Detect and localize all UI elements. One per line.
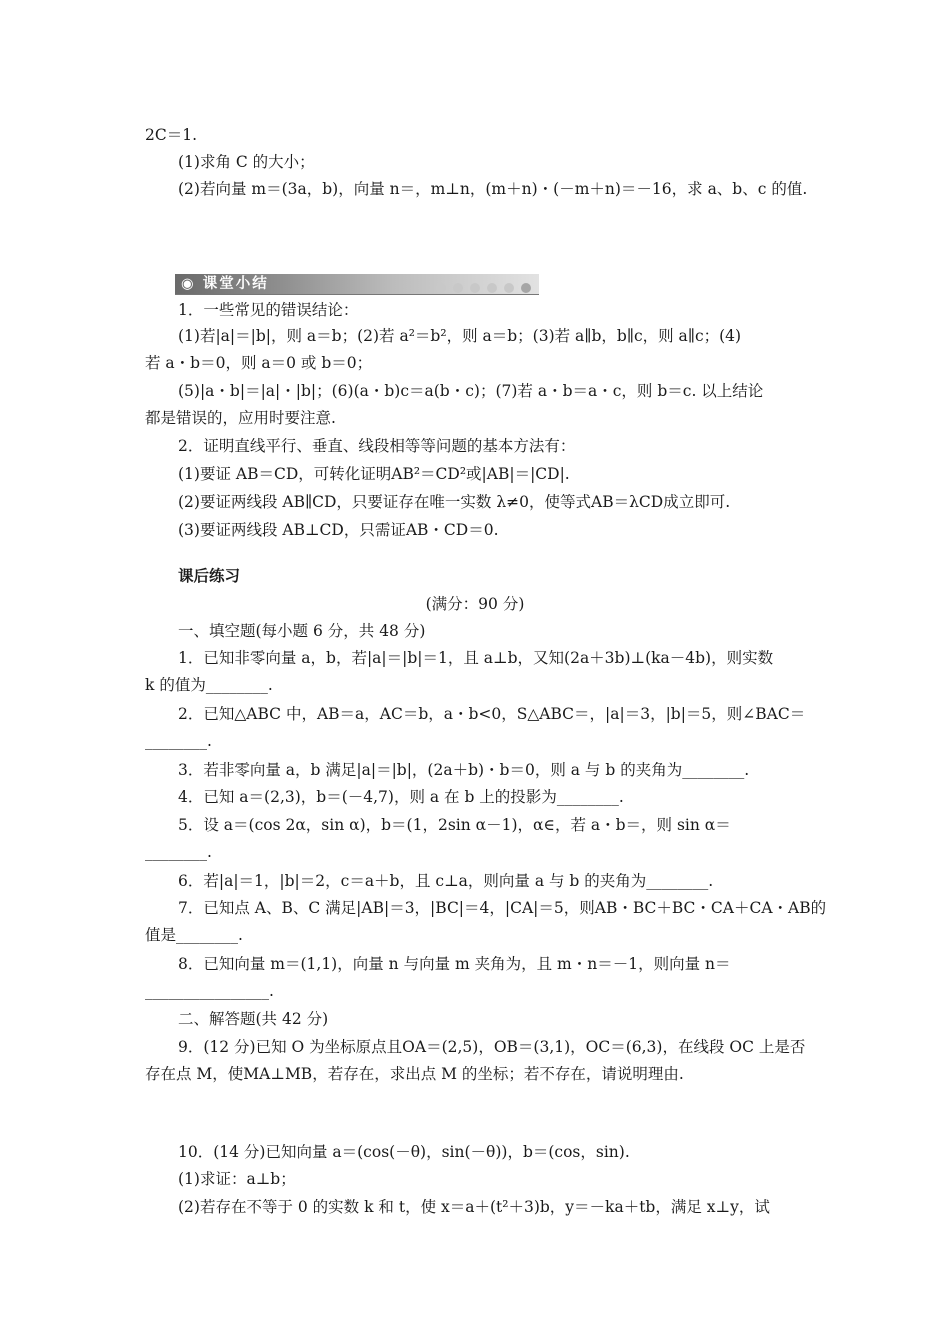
text-line: 6．若|a|＝1，|b|＝2，c＝a＋b，且 c⊥a，则向量 a 与 b 的夹角为________. <box>178 872 714 890</box>
section-banner-label: ◉ 课堂小结 <box>181 276 269 292</box>
text-line: 值是________. <box>145 926 243 944</box>
text-line: ________. <box>145 732 212 750</box>
text-line: 10．(14 分)已知向量 a＝(cos(－θ)，sin(－θ))，b＝(cos，sin). <box>178 1143 630 1161</box>
dot-icon <box>521 283 531 293</box>
text-line: (2)若向量 m＝(3a，b)，向量 n＝，m⊥n，(m＋n)・(－m＋n)＝－16，求 a、b、c 的值. <box>178 180 808 198</box>
text-line: 7．已知点 A、B、C 满足|AB|＝3，|BC|＝4，|CA|＝5，则AB・BC＋BC・CA＋CA・AB的 <box>178 899 827 917</box>
score-note: (满分：90 分) <box>425 595 525 613</box>
text-line: 2．已知△ABC 中，AB＝a，AC＝b，a・b<0，S△ABC＝，|a|＝3，|b|＝5，则∠BAC＝ <box>178 705 806 723</box>
section-banner <box>175 274 539 295</box>
text-line: (1)要证 AB＝CD，可转化证明AB²＝CD²或|AB|＝|CD|. <box>178 465 570 483</box>
text-line: (3)要证两线段 AB⊥CD，只需证AB・CD＝0. <box>178 521 499 539</box>
text-line: (1)若|a|＝|b|，则 a＝b；(2)若 a²＝b²，则 a＝b；(3)若 a∥b，b∥c，则 a∥c；(4) <box>178 327 742 345</box>
text-line: ________________. <box>145 982 274 1000</box>
text-line: 若 a・b＝0，则 a＝0 或 b＝0； <box>145 354 373 372</box>
dot-icon <box>470 283 480 293</box>
text-line: 4．已知 a＝(2,3)，b＝(－4,7)，则 a 在 b 上的投影为________. <box>178 788 624 806</box>
text-line: 8．已知向量 m＝(1,1)，向量 n 与向量 m 夹角为，且 m・n＝－1，则向量 n＝ <box>178 955 731 973</box>
text-line: 二、解答题(共 42 分) <box>178 1010 329 1028</box>
text-line: k 的值为________. <box>145 676 273 694</box>
text-line: 5．设 a＝(cos 2α，sin α)，b＝(1，2sin α－1)，α∈，若 a・b＝，则 sin α＝ <box>178 816 731 834</box>
text-line: 9．(12 分)已知 O 为坐标原点且OA＝(2,5)，OB＝(3,1)，OC＝(6,3)，在线段 OC 上是否 <box>178 1038 806 1056</box>
text-line: 都是错误的，应用时要注意. <box>145 409 336 427</box>
section-heading: 课后练习 <box>178 566 241 585</box>
text-line: (5)|a・b|＝|a|・|b|；(6)(a・b)c＝a(b・c)；(7)若 a・b＝a・c，则 b＝c. 以上结论 <box>178 382 764 400</box>
text-line: (2)若存在不等于 0 的实数 k 和 t，使 x＝a＋(t²＋3)b，y＝－ka＋tb，满足 x⊥y，试 <box>178 1198 770 1216</box>
text-line: 存在点 M，使MA⊥MB，若存在，求出点 M 的坐标；若不存在，请说明理由. <box>145 1065 684 1083</box>
text-line: 3．若非零向量 a，b 满足|a|＝|b|，(2a＋b)・b＝0，则 a 与 b 的夹角为________. <box>178 761 750 779</box>
text-line: 一、填空题(每小题 6 分，共 48 分) <box>178 622 426 640</box>
text-line: 1．已知非零向量 a，b，若|a|＝|b|＝1，且 a⊥b，又知(2a＋3b)⊥(ka－4b)，则实数 <box>178 649 774 667</box>
text-line: 2C＝1. <box>145 126 198 144</box>
text-line: 1．一些常见的错误结论： <box>178 301 359 319</box>
dot-icon <box>453 283 463 293</box>
text-line: 2．证明直线平行、垂直、线段相等等问题的基本方法有： <box>178 437 576 455</box>
banner-dots <box>429 279 531 297</box>
dot-icon <box>487 283 497 293</box>
dot-icon <box>504 283 514 293</box>
text-line: (1)求证：a⊥b； <box>178 1170 296 1188</box>
text-line: (1)求角 C 的大小； <box>178 153 315 171</box>
dot-icon <box>436 283 446 293</box>
text-line: ________. <box>145 843 212 861</box>
text-line: (2)要证两线段 AB∥CD，只要证存在唯一实数 λ≠0，使等式AB＝λCD成立即可. <box>178 493 731 511</box>
